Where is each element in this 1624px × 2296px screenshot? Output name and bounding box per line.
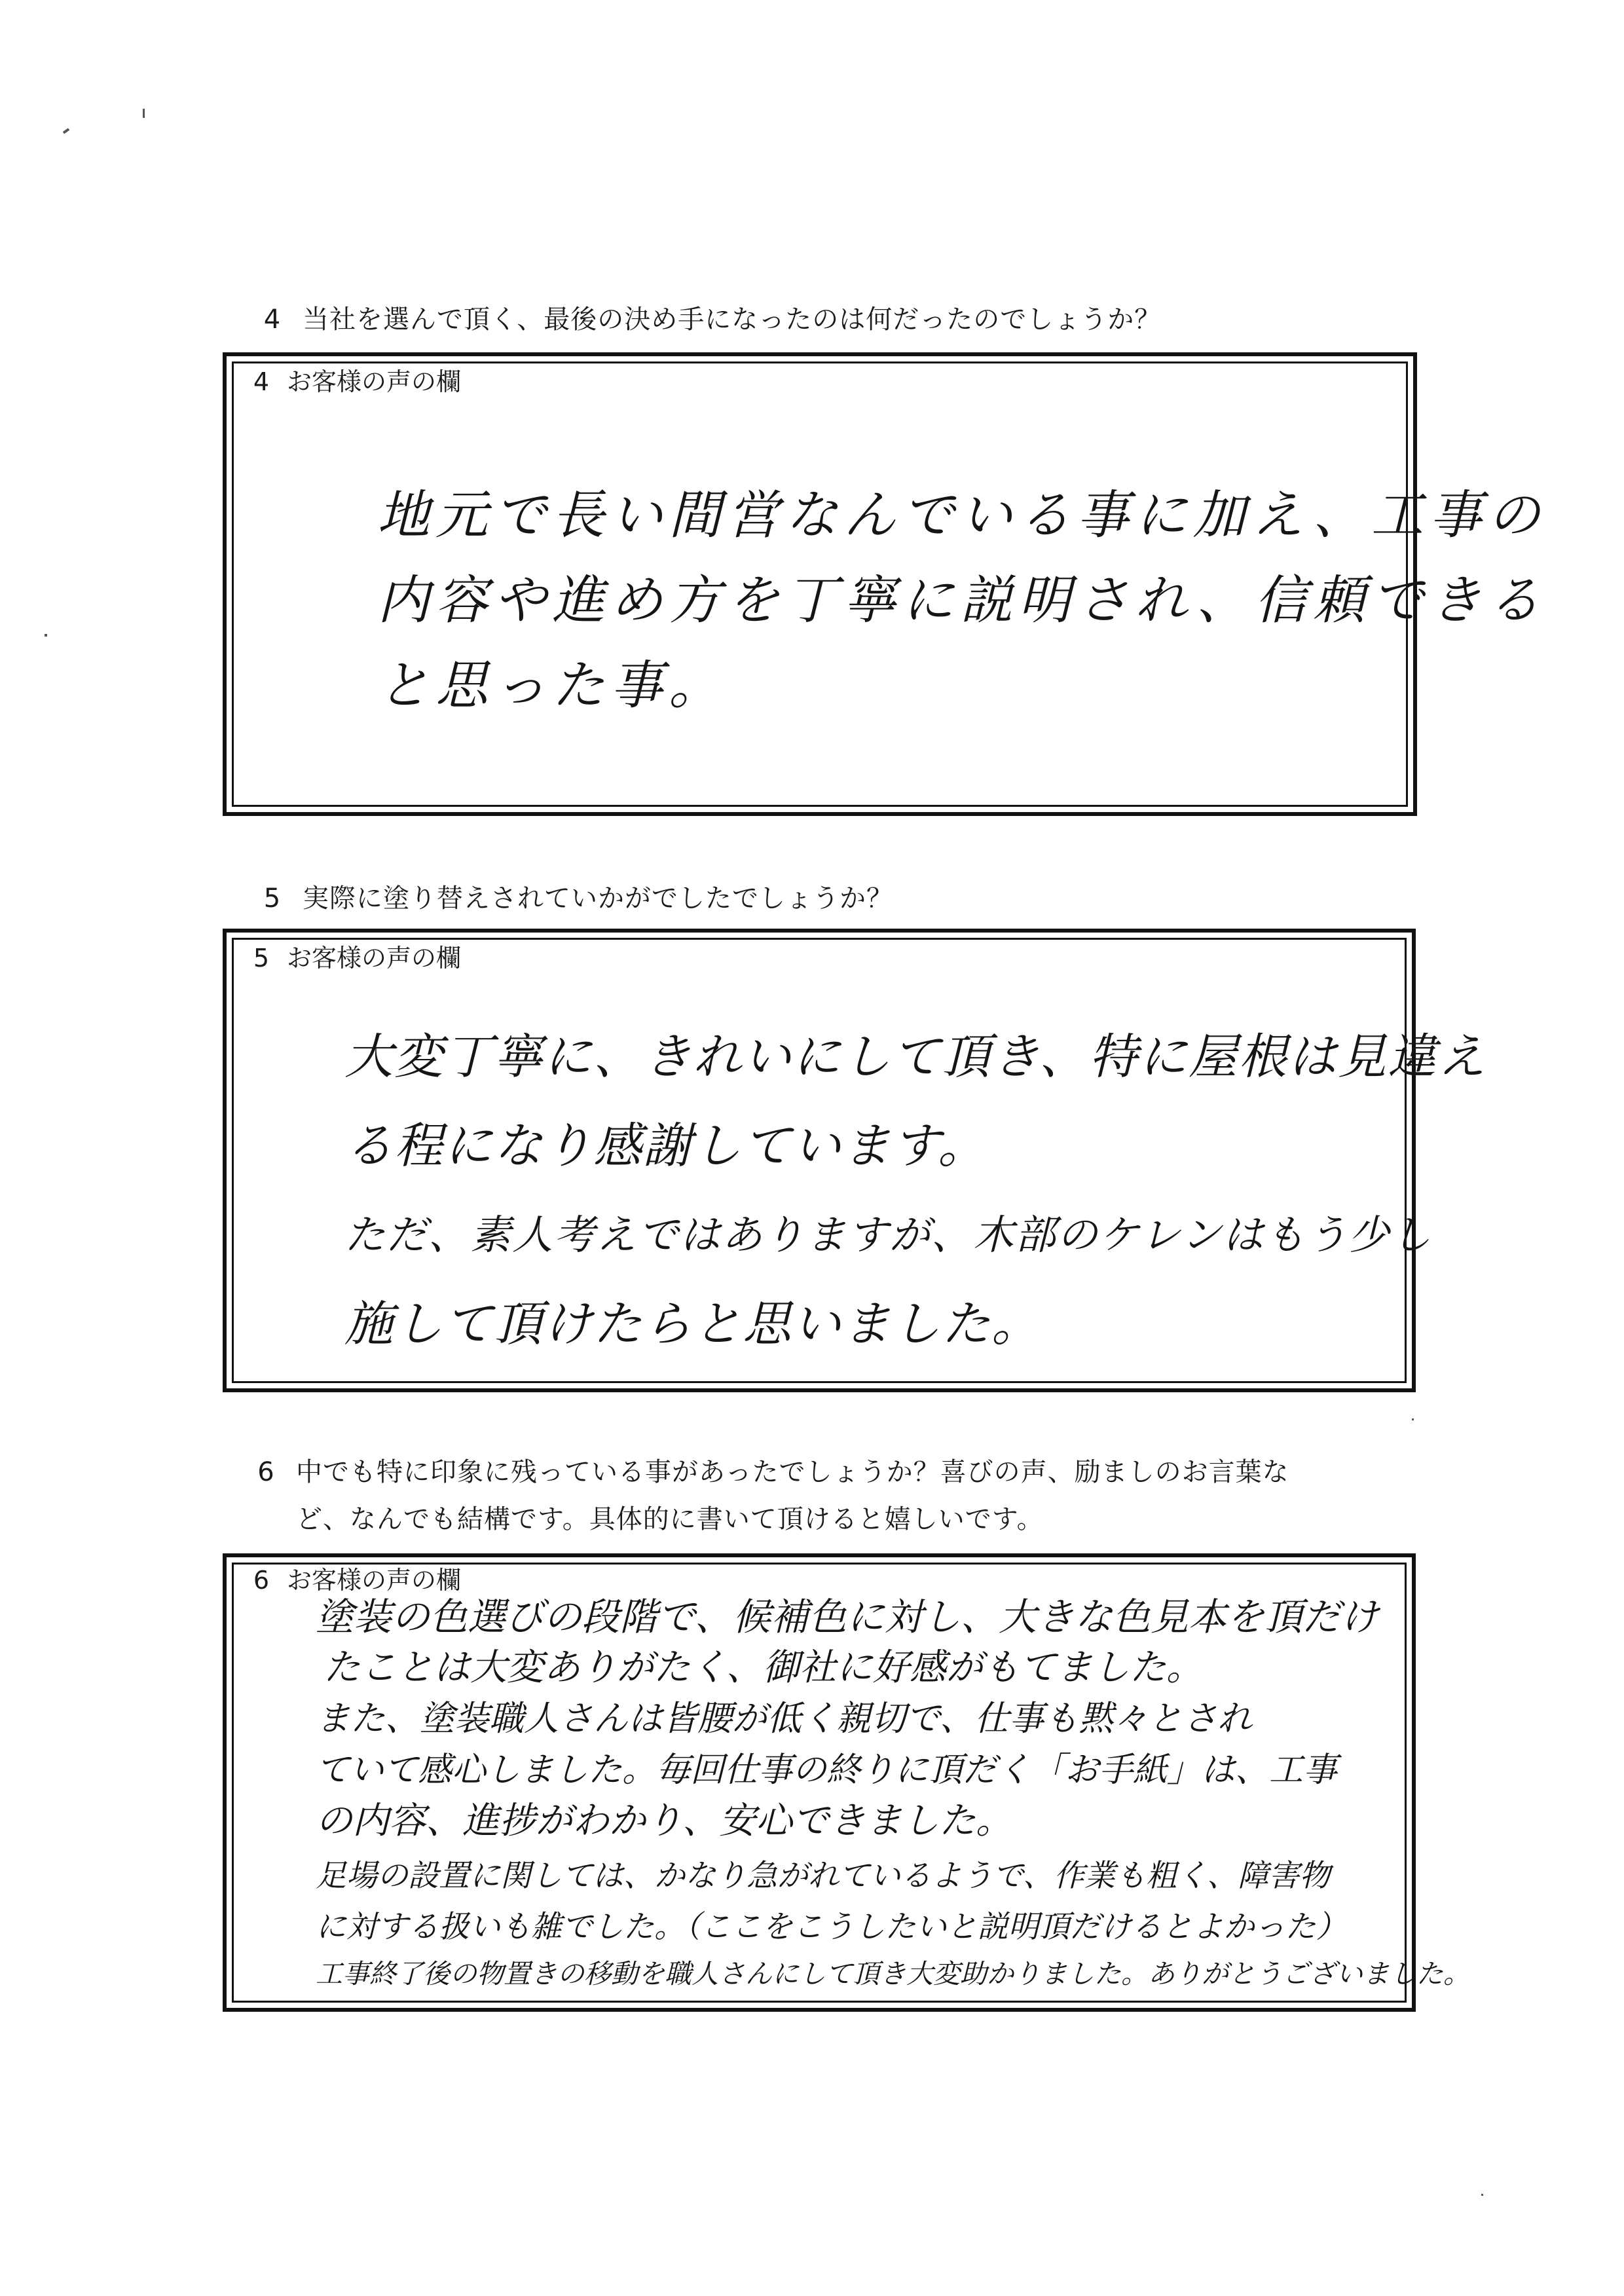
answer-box-label (236, 365, 461, 398)
question-text: 当社を選んで頂く、最後の決め手になったのは何だったのでしょうか？ (303, 305, 1162, 335)
scan-speck (143, 109, 145, 118)
customer-voice-label: お客様の声の欄 (287, 1566, 462, 1595)
handwritten-answer (344, 1012, 1488, 1369)
answer-line: ただ、素人考えではありますが、木部のケレンはもう少し (344, 1211, 1433, 1259)
question-6 (236, 1449, 1428, 1547)
scan-speck (1481, 2194, 1483, 2196)
question-number: 5 (263, 883, 282, 914)
customer-voice-label: お客様の声の欄 (287, 367, 462, 396)
question-4 (242, 296, 1161, 343)
scan-speck (45, 634, 47, 637)
scan-speck (1412, 1418, 1414, 1420)
handwritten-answer (316, 1591, 1470, 1995)
question-5 (242, 875, 893, 922)
answer-line: また、塗装職人さんは皆腰が低く親切で、仕事も黙々とされ (316, 1699, 1252, 1739)
answer-line: たことは大変ありがたく、御社に好感がもてました。 (323, 1646, 1203, 1689)
answer-line: に対する扱いも雑でした。（ここをこうしたいと説明頂だけるとよかった） (316, 1909, 1347, 1945)
customer-voice-label: お客様の声の欄 (287, 944, 462, 972)
answer-box-label (236, 942, 461, 974)
answer-line: 塗装の色選びの段階で、候補色に対し、大きな色見本を頂だけ (316, 1595, 1378, 1639)
answer-line: る程になり感謝しています。 (344, 1118, 988, 1174)
answer-box-6 (223, 1553, 1470, 2012)
answer-line: 地元で長い間営なんでいる事に加え、工事の (377, 485, 1546, 546)
answer-line: と思った事。 (377, 655, 727, 716)
question-text: 実際に塗り替えされていかがでしたでしょうか？ (303, 883, 893, 914)
answer-line: 内容や進め方を丁寧に説明され、信頼できる (377, 570, 1546, 631)
question-number: 6 (257, 1457, 274, 1487)
answer-box-number: 6 (253, 1566, 270, 1595)
question-text-line: 中でも特に印象に残っている事があったでしょうか？喜びの声、励ましのお言葉な (296, 1457, 1289, 1487)
answer-line: ていて感心しました。毎回仕事の終りに頂だく「お手紙」は、工事 (316, 1750, 1338, 1790)
answer-line: 施して頂けたらと思いました。 (344, 1296, 1041, 1352)
answer-box-5 (223, 929, 1488, 1392)
answer-box-4 (223, 352, 1546, 816)
answer-line: の内容、進捗がわかり、安心できました。 (316, 1800, 1012, 1842)
answer-line: 工事終了後の物置きの移動を職人さんにして頂き大変助かりました。ありがとうございました。 (316, 1958, 1470, 1990)
answer-box-number: 4 (253, 367, 270, 396)
question-text-line: ど、なんでも結構です。具体的に書いて頂けると嬉しいです。 (296, 1504, 1044, 1534)
question-number: 4 (263, 305, 282, 335)
answer-line: 足場の設置に関しては、かなり急がれているようで、作業も粗く、障害物 (316, 1858, 1331, 1894)
answer-box-number: 5 (253, 944, 270, 972)
handwritten-answer (377, 473, 1546, 728)
scan-speck (63, 128, 69, 134)
answer-line: 大変丁寧に、きれいにして頂き、特に屋根は見違え (344, 1029, 1488, 1085)
